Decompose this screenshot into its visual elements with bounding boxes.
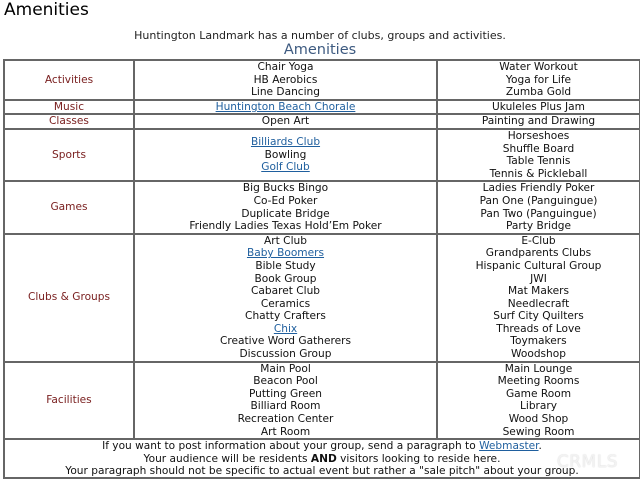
category-label: Activities	[4, 60, 134, 100]
category-label: Facilities	[4, 362, 134, 440]
category-label: Music	[4, 100, 134, 115]
amenity-list-left	[134, 362, 437, 440]
amenity-item: Cabaret Club	[250, 285, 321, 298]
amenity-item: E-Club	[521, 234, 556, 247]
amenity-item: Chair Yoga	[257, 61, 314, 73]
amenity-item: Discussion Group	[239, 348, 332, 361]
amenity-row-sports	[4, 129, 640, 181]
footer-line-1-end: .	[538, 440, 542, 453]
amenity-item: Game Room	[505, 387, 572, 400]
amenity-item-line	[440, 335, 637, 348]
amenity-row-clubs-groups	[4, 234, 640, 362]
amenity-item-line	[137, 101, 434, 114]
billiards-club-link[interactable]: Billiards Club	[250, 136, 321, 149]
amenity-row-music	[4, 100, 640, 115]
category-label: Clubs & Groups	[4, 234, 134, 362]
amenity-item-line	[137, 413, 434, 426]
amenity-item-line	[440, 363, 637, 376]
amenity-list-left	[134, 100, 437, 115]
amenity-item-line	[440, 182, 637, 195]
amenity-item-line	[440, 220, 637, 233]
amenity-item: Chatty Crafters	[245, 310, 326, 323]
amenity-item-line	[440, 208, 637, 221]
amenity-item-line	[440, 115, 637, 128]
amenity-item-line	[440, 155, 637, 168]
amenity-row-games	[4, 181, 640, 233]
amenity-list-right	[437, 234, 640, 362]
amenity-item-line	[440, 74, 637, 87]
amenity-item: Open Art	[261, 115, 310, 128]
amenity-item: Pan One (Panguingue)	[479, 194, 598, 207]
amenity-list-right	[437, 100, 640, 115]
amenity-item-line	[137, 61, 434, 74]
amenity-item: Zumba Gold	[505, 86, 572, 99]
amenity-item: HB Aerobics	[253, 73, 318, 86]
amenity-item-line	[137, 149, 434, 162]
amenity-item: Creative Word Gatherers	[220, 335, 351, 348]
amenity-item: Grandparents Clubs	[485, 247, 592, 260]
amenity-item: Ukuleles Plus Jam	[492, 100, 585, 113]
footer-row	[4, 439, 640, 478]
amenity-item-line	[440, 323, 637, 336]
amenity-item: Wood Shop	[508, 413, 569, 426]
footer-line-1	[7, 440, 637, 452]
amenity-item: Water Workout	[499, 61, 578, 73]
amenity-item: Big Bucks Bingo	[242, 182, 329, 195]
amenity-item: Art Room	[260, 425, 311, 438]
amenity-item: Party Bridge	[505, 220, 572, 233]
amenity-item-line	[440, 273, 637, 286]
amenity-item-line	[137, 208, 434, 221]
amenity-item-line	[440, 400, 637, 413]
amenity-item: Toymakers	[510, 335, 567, 348]
amenity-item-line	[440, 130, 637, 143]
amenity-item: Main Pool	[260, 362, 311, 375]
amenity-item-line	[440, 86, 637, 99]
amenity-item-line	[137, 285, 434, 298]
amenity-item-line	[137, 298, 434, 311]
amenity-item: Pan Two (Panguingue)	[480, 207, 597, 220]
webmaster-link[interactable]: Webmaster	[479, 440, 539, 453]
amenity-list-left	[134, 129, 437, 181]
amenity-item: Ceramics	[260, 297, 311, 310]
amenity-row-activities	[4, 60, 640, 100]
amenity-item-line	[137, 388, 434, 401]
amenity-item: Line Dancing	[250, 86, 320, 99]
amenity-item-line	[440, 388, 637, 401]
amenity-list-right	[437, 362, 640, 440]
amenity-list-left	[134, 60, 437, 100]
amenity-item: Bowling	[264, 148, 307, 161]
amenities-table	[3, 59, 640, 479]
amenity-item-line	[137, 136, 434, 149]
amenity-item-line	[137, 426, 434, 439]
amenity-item-line	[440, 285, 637, 298]
amenity-item-line	[137, 86, 434, 99]
category-label: Sports	[4, 129, 134, 181]
amenity-item-line	[440, 310, 637, 323]
amenity-item: Co-Ed Poker	[253, 194, 318, 207]
amenity-item: Mat Makers	[508, 285, 569, 298]
huntington-beach-chorale-link[interactable]: Huntington Beach Chorale	[215, 100, 356, 113]
amenity-item: Horseshoes	[507, 129, 570, 142]
amenity-item: Ladies Friendly Poker	[482, 182, 595, 195]
baby-boomers-link[interactable]: Baby Boomers	[246, 247, 325, 260]
category-label: Classes	[4, 114, 134, 129]
footer-cell	[4, 439, 640, 478]
amenity-item-line	[440, 413, 637, 426]
footer-line-2	[7, 453, 637, 465]
category-label: Games	[4, 181, 134, 233]
amenity-list-right	[437, 129, 640, 181]
amenity-item: Duplicate Bridge	[241, 207, 330, 220]
amenity-item-line	[137, 348, 434, 361]
amenity-list-right	[437, 181, 640, 233]
amenity-item-line	[137, 375, 434, 388]
amenity-item-line	[440, 247, 637, 260]
amenity-item-line	[440, 195, 637, 208]
amenity-item: Recreation Center	[237, 413, 334, 426]
amenity-item-line	[137, 260, 434, 273]
amenity-item: Shuffle Board	[502, 142, 575, 155]
amenity-item-line	[137, 335, 434, 348]
amenity-item-line	[440, 426, 637, 439]
footer-line-2-bold: AND	[310, 452, 337, 465]
amenity-item-line	[440, 235, 637, 248]
amenity-list-left	[134, 181, 437, 233]
amenity-item: Meeting Rooms	[497, 375, 580, 388]
amenity-item-line	[440, 348, 637, 361]
amenity-item: Painting and Drawing	[481, 115, 596, 128]
amenity-row-classes	[4, 114, 640, 129]
amenity-item: Putting Green	[248, 387, 323, 400]
amenity-list-right	[437, 114, 640, 129]
amenity-item-line	[137, 115, 434, 128]
watermark-logo: CRMLS	[556, 452, 618, 472]
amenity-item-line	[137, 182, 434, 195]
footer-line-1-text: If you want to post information about your group, send a paragraph to	[102, 440, 480, 453]
amenity-item: Tennis & Pickleball	[489, 167, 588, 180]
amenity-item-line	[137, 161, 434, 174]
amenity-item-line	[137, 310, 434, 323]
amenity-item-line	[137, 195, 434, 208]
amenity-item: Book Group	[254, 272, 317, 285]
amenity-list-left	[134, 114, 437, 129]
amenity-item-line	[440, 375, 637, 388]
amenity-item: Main Lounge	[504, 362, 573, 375]
amenity-item-line	[137, 247, 434, 260]
amenities-subtitle: Amenities	[283, 42, 357, 58]
amenity-item-line	[137, 273, 434, 286]
footer-line-3: Your paragraph should not be specific to actual event but rather a "sale pitch" about your group.	[65, 465, 579, 478]
amenity-item: Sewing Room	[502, 425, 575, 438]
amenity-item-line	[137, 323, 434, 336]
amenity-item: Surf City Quilters	[493, 310, 584, 323]
intro-text: Huntington Landmark has a number of clubs, groups and activities.	[134, 29, 506, 42]
amenity-item: Friendly Ladies Texas Hold’Em Poker	[189, 220, 382, 233]
amenity-item: Table Tennis	[506, 155, 571, 168]
amenity-row-facilities	[4, 362, 640, 440]
amenity-item: Needlecraft	[507, 297, 570, 310]
amenity-item-line	[440, 168, 637, 181]
amenity-item-line	[440, 61, 637, 74]
amenity-item: Woodshop	[511, 348, 566, 361]
amenity-item: Library	[519, 400, 558, 413]
amenity-item-line	[137, 400, 434, 413]
amenity-item: Billiard Room	[250, 400, 321, 413]
amenity-list-left	[134, 234, 437, 362]
amenity-item-line	[440, 260, 637, 273]
amenity-item-line	[440, 298, 637, 311]
amenity-list-right	[437, 60, 640, 100]
amenity-item: Hispanic Cultural Group	[475, 259, 602, 272]
amenity-item-line	[137, 220, 434, 233]
amenity-item-line	[137, 235, 434, 248]
amenity-item: Art Club	[264, 234, 307, 247]
amenity-item: JWI	[530, 272, 547, 285]
amenity-item-line	[440, 101, 637, 114]
amenity-item: Bible Study	[255, 259, 316, 272]
amenity-item-line	[137, 363, 434, 376]
footer-line-2-end: visitors looking to reside here.	[336, 452, 501, 465]
amenity-item-line	[137, 74, 434, 87]
amenity-item: Yoga for Life	[505, 73, 572, 86]
page-title: Amenities	[4, 0, 89, 20]
golf-club-link[interactable]: Golf Club	[261, 161, 310, 174]
amenity-item: Beacon Pool	[253, 375, 318, 388]
footer-line-2-text: Your audience will be residents	[143, 452, 311, 465]
amenity-item-line	[440, 143, 637, 156]
chix-link[interactable]: Chix	[273, 322, 298, 335]
amenity-item: Threads of Love	[496, 322, 581, 335]
